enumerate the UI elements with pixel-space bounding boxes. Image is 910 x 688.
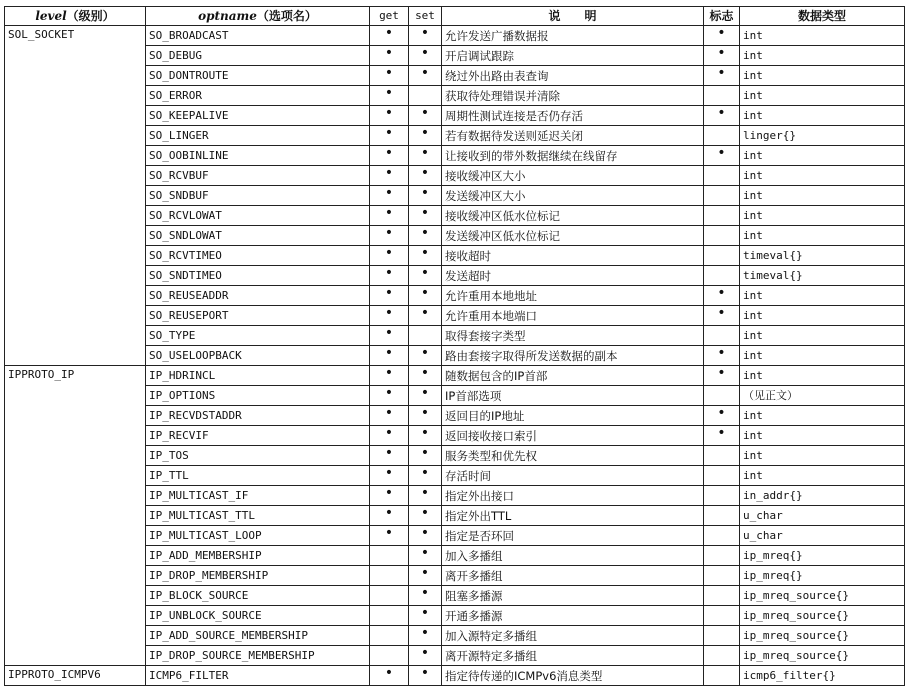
get-mark	[370, 566, 409, 586]
optname-cell: IP_DROP_MEMBERSHIP	[146, 566, 370, 586]
description-cell: 加入多播组	[442, 546, 704, 566]
data-type-cell: int	[740, 366, 905, 386]
optname-cell: ICMP6_FILTER	[146, 666, 370, 686]
flag-mark	[704, 626, 740, 646]
data-type-cell: ip_mreq_source{}	[740, 586, 905, 606]
data-type-cell: int	[740, 26, 905, 46]
flag-mark: •	[704, 26, 740, 46]
get-mark	[370, 546, 409, 566]
optname-cell: IP_HDRINCL	[146, 366, 370, 386]
get-mark: •	[370, 426, 409, 446]
optname-cell: SO_REUSEADDR	[146, 286, 370, 306]
data-type-cell: int	[740, 426, 905, 446]
flag-mark	[704, 586, 740, 606]
flag-mark	[704, 326, 740, 346]
get-mark	[370, 586, 409, 606]
set-mark: •	[409, 586, 442, 606]
optname-cell: IP_UNBLOCK_SOURCE	[146, 606, 370, 626]
get-mark: •	[370, 466, 409, 486]
description-cell: 指定外出接口	[442, 486, 704, 506]
flag-mark	[704, 206, 740, 226]
description-cell: 返回目的IP地址	[442, 406, 704, 426]
optname-cell: SO_LINGER	[146, 126, 370, 146]
optname-cell: SO_DEBUG	[146, 46, 370, 66]
flag-mark	[704, 126, 740, 146]
data-type-cell: ip_mreq{}	[740, 546, 905, 566]
level-cell: IPPROTO_ICMPV6	[5, 666, 146, 686]
flag-mark	[704, 506, 740, 526]
set-mark: •	[409, 146, 442, 166]
header-get: get	[370, 7, 409, 26]
data-type-cell: in_addr{}	[740, 486, 905, 506]
description-cell: IP首部选项	[442, 386, 704, 406]
description-cell: 路由套接字取得所发送数据的副本	[442, 346, 704, 366]
flag-mark	[704, 646, 740, 666]
get-mark: •	[370, 306, 409, 326]
optname-cell: SO_USELOOPBACK	[146, 346, 370, 366]
get-mark	[370, 626, 409, 646]
data-type-cell: int	[740, 66, 905, 86]
optname-cell: SO_SNDBUF	[146, 186, 370, 206]
description-cell: 指定是否环回	[442, 526, 704, 546]
set-mark: •	[409, 446, 442, 466]
level-cell: IPPROTO_IP	[5, 366, 146, 666]
header-flag: 标志	[704, 7, 740, 26]
data-type-cell: int	[740, 106, 905, 126]
description-cell: 允许重用本地端口	[442, 306, 704, 326]
flag-mark: •	[704, 46, 740, 66]
description-cell: 发送缓冲区低水位标记	[442, 226, 704, 246]
get-mark: •	[370, 366, 409, 386]
flag-mark: •	[704, 106, 740, 126]
set-mark: •	[409, 666, 442, 686]
set-mark: •	[409, 406, 442, 426]
description-cell: 若有数据待发送则延迟关闭	[442, 126, 704, 146]
set-mark	[409, 326, 442, 346]
get-mark	[370, 646, 409, 666]
level-cell: SOL_SOCKET	[5, 26, 146, 366]
set-mark: •	[409, 346, 442, 366]
header-level: level（级别）	[5, 7, 146, 26]
optname-cell: SO_RCVLOWAT	[146, 206, 370, 226]
description-cell: 指定待传递的ICMPv6消息类型	[442, 666, 704, 686]
get-mark: •	[370, 386, 409, 406]
flag-mark	[704, 446, 740, 466]
optname-cell: IP_ADD_SOURCE_MEMBERSHIP	[146, 626, 370, 646]
header-description: 说 明	[442, 7, 704, 26]
socket-options-table	[4, 6, 905, 686]
flag-mark	[704, 386, 740, 406]
data-type-cell: int	[740, 206, 905, 226]
set-mark: •	[409, 306, 442, 326]
optname-cell: IP_MULTICAST_IF	[146, 486, 370, 506]
get-mark: •	[370, 186, 409, 206]
set-mark: •	[409, 266, 442, 286]
data-type-cell: int	[740, 326, 905, 346]
optname-cell: IP_ADD_MEMBERSHIP	[146, 546, 370, 566]
optname-cell: IP_TOS	[146, 446, 370, 466]
socket-options-sheet	[4, 6, 905, 686]
header-data-type: 数据类型	[740, 7, 905, 26]
description-cell: 随数据包含的IP首部	[442, 366, 704, 386]
get-mark: •	[370, 526, 409, 546]
flag-mark	[704, 166, 740, 186]
get-mark: •	[370, 326, 409, 346]
data-type-cell: ip_mreq_source{}	[740, 606, 905, 626]
flag-mark: •	[704, 366, 740, 386]
get-mark: •	[370, 86, 409, 106]
table-row	[5, 26, 905, 46]
set-mark	[409, 86, 442, 106]
set-mark: •	[409, 206, 442, 226]
flag-mark	[704, 566, 740, 586]
description-cell: 存活时间	[442, 466, 704, 486]
get-mark	[370, 606, 409, 626]
get-mark: •	[370, 346, 409, 366]
description-cell: 发送超时	[442, 266, 704, 286]
flag-mark	[704, 606, 740, 626]
data-type-cell: int	[740, 406, 905, 426]
optname-cell: SO_DONTROUTE	[146, 66, 370, 86]
flag-mark: •	[704, 306, 740, 326]
get-mark: •	[370, 206, 409, 226]
set-mark: •	[409, 626, 442, 646]
description-cell: 开通多播源	[442, 606, 704, 626]
data-type-cell: timeval{}	[740, 246, 905, 266]
description-cell: 加入源特定多播组	[442, 626, 704, 646]
flag-mark: •	[704, 66, 740, 86]
flag-mark	[704, 666, 740, 686]
flag-mark	[704, 526, 740, 546]
get-mark: •	[370, 506, 409, 526]
optname-cell: SO_OOBINLINE	[146, 146, 370, 166]
flag-mark: •	[704, 426, 740, 446]
optname-cell: IP_RECVDSTADDR	[146, 406, 370, 426]
flag-mark	[704, 486, 740, 506]
data-type-cell: int	[740, 86, 905, 106]
description-cell: 接收缓冲区大小	[442, 166, 704, 186]
get-mark: •	[370, 406, 409, 426]
set-mark: •	[409, 46, 442, 66]
set-mark: •	[409, 526, 442, 546]
optname-cell: IP_TTL	[146, 466, 370, 486]
description-cell: 返回接收接口索引	[442, 426, 704, 446]
description-cell: 阻塞多播源	[442, 586, 704, 606]
data-type-cell: int	[740, 166, 905, 186]
get-mark: •	[370, 106, 409, 126]
optname-cell: IP_BLOCK_SOURCE	[146, 586, 370, 606]
description-cell: 周期性测试连接是否仍存活	[442, 106, 704, 126]
flag-mark	[704, 86, 740, 106]
data-type-cell: int	[740, 446, 905, 466]
optname-cell: SO_SNDTIMEO	[146, 266, 370, 286]
set-mark: •	[409, 286, 442, 306]
optname-cell: SO_SNDLOWAT	[146, 226, 370, 246]
data-type-cell: linger{}	[740, 126, 905, 146]
description-cell: 允许发送广播数据报	[442, 26, 704, 46]
set-mark: •	[409, 506, 442, 526]
flag-mark	[704, 246, 740, 266]
data-type-cell: ip_mreq{}	[740, 566, 905, 586]
data-type-cell: int	[740, 286, 905, 306]
flag-mark	[704, 186, 740, 206]
set-mark: •	[409, 246, 442, 266]
table-body	[5, 26, 905, 686]
set-mark: •	[409, 186, 442, 206]
header-row	[5, 7, 905, 26]
data-type-cell: int	[740, 46, 905, 66]
description-cell: 允许重用本地地址	[442, 286, 704, 306]
flag-mark: •	[704, 146, 740, 166]
flag-mark	[704, 226, 740, 246]
description-cell: 让接收到的带外数据继续在线留存	[442, 146, 704, 166]
header-set: set	[409, 7, 442, 26]
get-mark: •	[370, 246, 409, 266]
set-mark: •	[409, 386, 442, 406]
get-mark: •	[370, 226, 409, 246]
set-mark: •	[409, 426, 442, 446]
optname-cell: IP_RECVIF	[146, 426, 370, 446]
optname-cell: SO_KEEPALIVE	[146, 106, 370, 126]
set-mark: •	[409, 466, 442, 486]
optname-cell: IP_MULTICAST_LOOP	[146, 526, 370, 546]
optname-cell: SO_BROADCAST	[146, 26, 370, 46]
data-type-cell: icmp6_filter{}	[740, 666, 905, 686]
description-cell: 发送缓冲区大小	[442, 186, 704, 206]
set-mark: •	[409, 366, 442, 386]
description-cell: 离开源特定多播组	[442, 646, 704, 666]
flag-mark	[704, 546, 740, 566]
description-cell: 离开多播组	[442, 566, 704, 586]
description-cell: 接收缓冲区低水位标记	[442, 206, 704, 226]
set-mark: •	[409, 606, 442, 626]
description-cell: 绕过外出路由表查询	[442, 66, 704, 86]
flag-mark: •	[704, 346, 740, 366]
get-mark: •	[370, 446, 409, 466]
get-mark: •	[370, 266, 409, 286]
flag-mark	[704, 466, 740, 486]
optname-cell: IP_MULTICAST_TTL	[146, 506, 370, 526]
description-cell: 开启调试跟踪	[442, 46, 704, 66]
data-type-cell: int	[740, 306, 905, 326]
optname-cell: SO_TYPE	[146, 326, 370, 346]
optname-cell: IP_OPTIONS	[146, 386, 370, 406]
set-mark: •	[409, 26, 442, 46]
optname-cell: SO_RCVTIMEO	[146, 246, 370, 266]
set-mark: •	[409, 126, 442, 146]
optname-cell: SO_REUSEPORT	[146, 306, 370, 326]
description-cell: 指定外出TTL	[442, 506, 704, 526]
data-type-cell: u_char	[740, 506, 905, 526]
get-mark: •	[370, 26, 409, 46]
get-mark: •	[370, 666, 409, 686]
data-type-cell: int	[740, 146, 905, 166]
data-type-cell: ip_mreq_source{}	[740, 646, 905, 666]
optname-cell: SO_ERROR	[146, 86, 370, 106]
get-mark: •	[370, 66, 409, 86]
set-mark: •	[409, 226, 442, 246]
table-row	[5, 366, 905, 386]
table-row	[5, 666, 905, 686]
set-mark: •	[409, 646, 442, 666]
data-type-cell: timeval{}	[740, 266, 905, 286]
get-mark: •	[370, 46, 409, 66]
description-cell: 接收超时	[442, 246, 704, 266]
data-type-cell: ip_mreq_source{}	[740, 626, 905, 646]
get-mark: •	[370, 486, 409, 506]
description-cell: 获取待处理错误并清除	[442, 86, 704, 106]
data-type-cell: u_char	[740, 526, 905, 546]
optname-cell: IP_DROP_SOURCE_MEMBERSHIP	[146, 646, 370, 666]
data-type-cell: （见正文）	[740, 386, 905, 406]
set-mark: •	[409, 546, 442, 566]
flag-mark	[704, 266, 740, 286]
set-mark: •	[409, 566, 442, 586]
flag-mark: •	[704, 406, 740, 426]
header-optname: optname（选项名）	[146, 7, 370, 26]
data-type-cell: int	[740, 346, 905, 366]
flag-mark: •	[704, 286, 740, 306]
get-mark: •	[370, 126, 409, 146]
description-cell: 服务类型和优先权	[442, 446, 704, 466]
get-mark: •	[370, 286, 409, 306]
get-mark: •	[370, 146, 409, 166]
get-mark: •	[370, 166, 409, 186]
set-mark: •	[409, 106, 442, 126]
optname-cell: SO_RCVBUF	[146, 166, 370, 186]
description-cell: 取得套接字类型	[442, 326, 704, 346]
set-mark: •	[409, 66, 442, 86]
data-type-cell: int	[740, 466, 905, 486]
set-mark: •	[409, 486, 442, 506]
set-mark: •	[409, 166, 442, 186]
data-type-cell: int	[740, 226, 905, 246]
data-type-cell: int	[740, 186, 905, 206]
